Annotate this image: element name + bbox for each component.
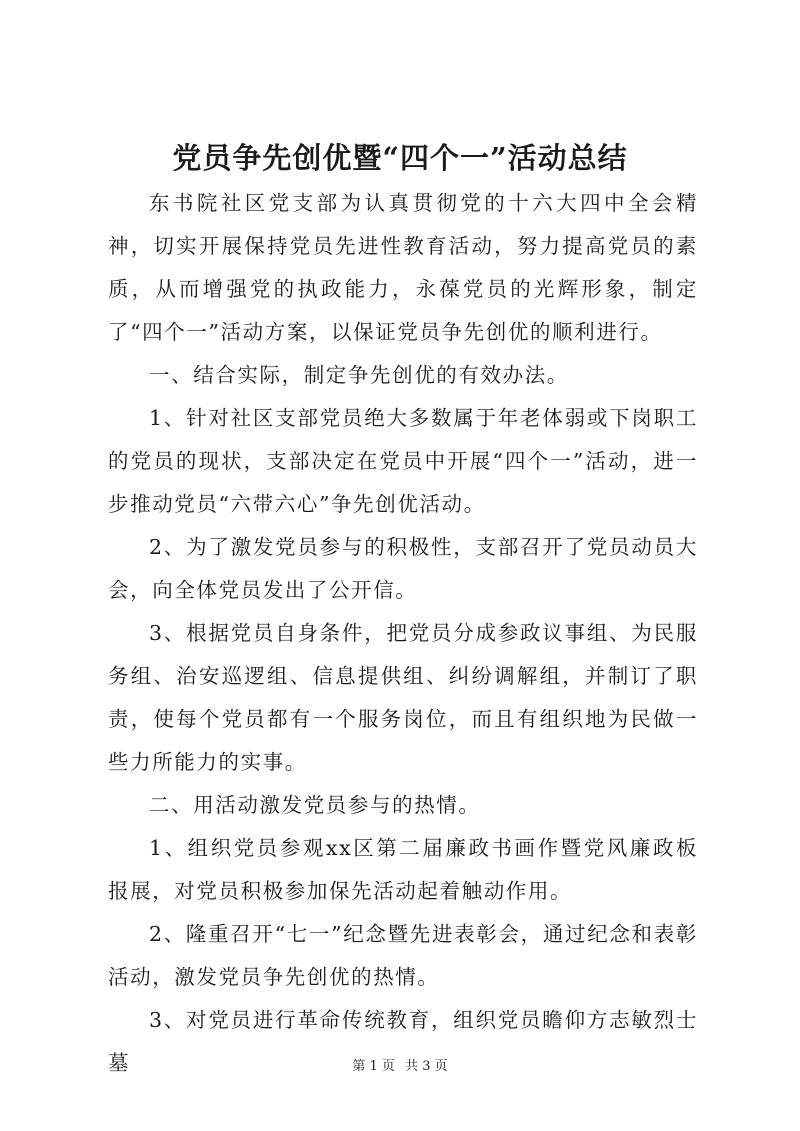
page-total: 共 3 页 — [405, 1059, 448, 1074]
document-title: 党员争先创优暨“四个一”活动总结 — [172, 141, 628, 175]
paragraph-intro: 东书院社区党支部为认真贯彻党的十六大四中全会精神，切实开展保持党员先进性教育活动，努力提高党员的素质，从而增强党的执政能力，永葆党员的光辉形象，制定了“四个一”活动方案，以保证党员争先创优的顺利进行。 — [108, 191, 698, 344]
page-number: 第 1 页 — [352, 1059, 395, 1074]
section-heading-1: 一、结合实际，制定争先创优的有效办法。 — [149, 363, 569, 387]
paragraph-1-1: 1、针对社区支部党员绝大多数属于年老体弱或下岗职工的党员的现状，支部决定在党员中开展“四个一”活动，进一步推动党员“六带六心”争先创优活动。 — [108, 406, 698, 516]
paragraph-1-2: 2、为了激发党员参与的积极性，支部召开了党员动员大会，向全体党员发出了公开信。 — [108, 535, 698, 602]
paragraph-2-2: 2、隆重召开“七一”纪念暨先进表彰会，通过纪念和表彰活动，激发党员争先创优的热情。 — [108, 922, 698, 989]
document-body — [108, 182, 698, 1085]
paragraph-1-3: 3、根据党员自身条件，把党员分成参政议事组、为民服务组、治安巡逻组、信息提供组、纠纷调解组，并制订了职责，使每个党员都有一个服务岗位，而且有组织地为民做一些力所能力的实事。 — [108, 621, 698, 774]
section-heading-2: 二、用活动激发党员参与的热情。 — [149, 793, 481, 817]
page-footer — [0, 1057, 800, 1077]
paragraph-2-3: 3、对党员进行革命传统教育，组织党员瞻仰方志敏烈士墓 — [108, 1008, 698, 1075]
paragraph-2-1: 1、组织党员参观xx区第二届廉政书画作暨党风廉政板报展，对党员积极参加保先活动起着触动作用。 — [108, 836, 698, 903]
